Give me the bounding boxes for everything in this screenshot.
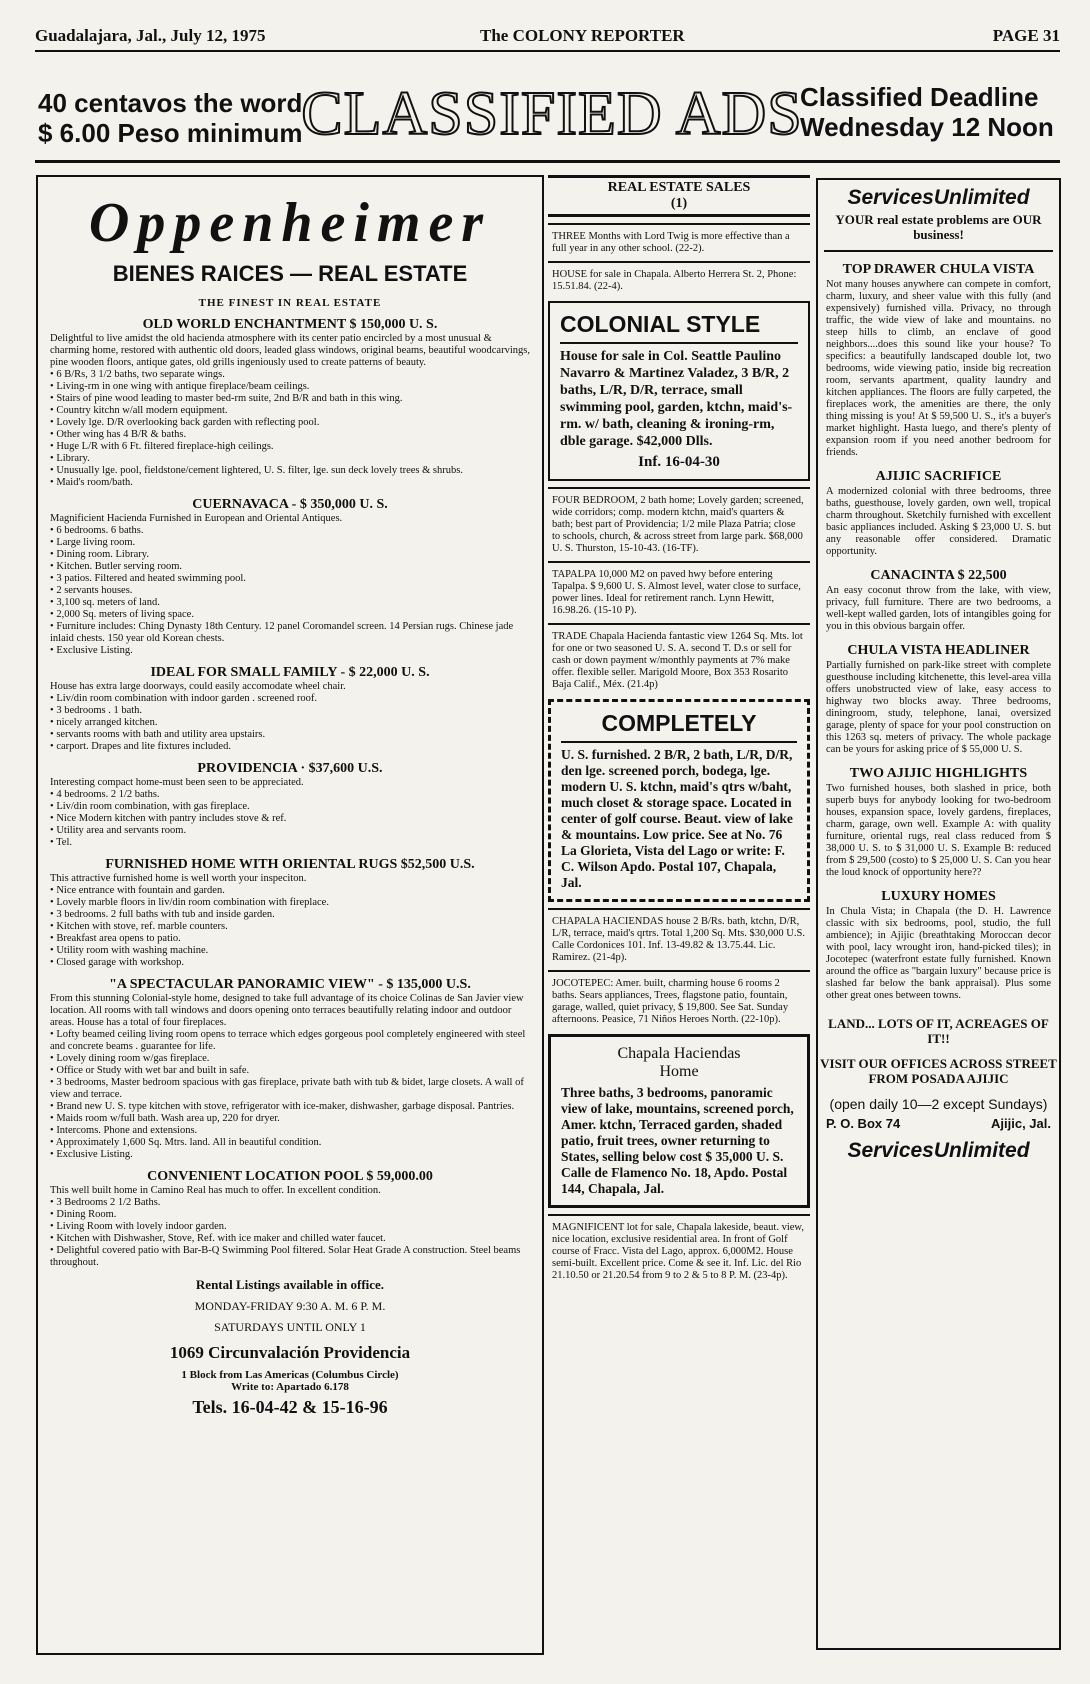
listing-heading: "A SPECTACULAR PANORAMIC VIEW" - $ 135,000 U.S. bbox=[109, 977, 471, 992]
listing-feature: • 3,100 sq. meters of land. bbox=[50, 597, 530, 609]
colonial-style-title: COLONIAL STYLE bbox=[560, 311, 761, 337]
listing-feature: • Maid's room/bath. bbox=[50, 477, 530, 489]
service-listing-heading: CANACINTA $ 22,500 bbox=[870, 568, 1007, 583]
listing-feature: • Nice entrance with fountain and garden. bbox=[50, 885, 530, 897]
listing-feature: • Lovely marble floors in liv/din room combination with fireplace. bbox=[50, 897, 530, 909]
header-rule bbox=[35, 50, 1060, 52]
town: Ajijic, Jal. bbox=[991, 1116, 1051, 1131]
completely-title: COMPLETELY bbox=[601, 710, 757, 736]
listing-features bbox=[38, 369, 542, 489]
listing-feature: • Breakfast area opens to patio. bbox=[50, 933, 530, 945]
listing-feature: • Unusually lge. pool, fieldstone/cement lightered, U. S. filter, lge. sun deck lovely trees & shrubs. bbox=[50, 465, 530, 477]
listing-feature: • Library. bbox=[50, 453, 530, 465]
masthead: The COLONY REPORTER bbox=[480, 26, 685, 45]
listing-feature: • 3 bedrooms . 1 bath. bbox=[50, 705, 530, 717]
listing-feature: • 2,000 Sq. meters of living space. bbox=[50, 609, 530, 621]
services-tagline: YOUR real estate problems are OUR business! bbox=[835, 212, 1042, 242]
listing-feature: • Large living room. bbox=[50, 537, 530, 549]
price-info bbox=[38, 88, 328, 148]
visit-note: VISIT OUR OFFICES ACROSS STREET FROM POSADA AJIJIC bbox=[820, 1056, 1057, 1086]
classified-ads-title: CLASSIFIED ADS bbox=[301, 80, 803, 148]
completely-body: U. S. furnished. 2 B/R, 2 bath, L/R, D/R, den lge. screened porch, bodega, lge. modern U. S. ktchn, maid's qtrs w/baht, much closet & storage space. Located in center of golf course. Beaut. view of lake & mountains. Low price. See at No. 76 La Glorieta, Vista del Lago or write: F. C. Wilson Apdo. Postal 107, Chapala, Jal. bbox=[561, 747, 793, 890]
listing-feature: • 3 bedrooms, Master bedroom spacious with gas fireplace, private bath with tub & bidet, large closets. A wall of view and terrace. bbox=[50, 1077, 530, 1101]
rental-note: Rental Listings available in office. bbox=[195, 1277, 385, 1292]
contact-line bbox=[826, 1116, 1051, 1131]
chapala-haciendas-home-ad bbox=[548, 1034, 810, 1208]
land-note: LAND... LOTS OF IT, ACREAGES OF IT!! bbox=[828, 1016, 1049, 1046]
page-header bbox=[35, 20, 1060, 50]
listing-feature: • Kitchen with Dishwasher, Stove, Ref. with ice maker and chilled water faucet. bbox=[50, 1233, 530, 1245]
listing-intro: Interesting compact home-must been seen to be appreciated. bbox=[50, 777, 304, 788]
section-heading-text: REAL ESTATE SALES bbox=[607, 180, 751, 195]
listing-features bbox=[38, 525, 542, 657]
listing-heading: OLD WORLD ENCHANTMENT $ 150,000 U. S. bbox=[142, 317, 438, 332]
chh-title-2: Home bbox=[659, 1063, 699, 1080]
listing-feature: • Utility area and servants room. bbox=[50, 825, 530, 837]
listing-feature: • Furniture includes: Ching Dynasty 18th Century. 12 panel Coromandel screen. 14 Persian rugs. Chinese jade inlaid chests. 150 year old Korean chests. bbox=[50, 621, 530, 645]
listing-features bbox=[38, 789, 542, 849]
colonial-style-ad bbox=[548, 301, 810, 481]
listing-feature: • Dining Room. bbox=[50, 1209, 530, 1221]
service-listing-body: Two furnished houses, both slashed in price, both superb buys for anybody looking for two-bedroom houses, expansion space, lovely gardens, fireplaces, charm, garage, own well. Example A: with quality furniture, oriental rugs, real class reduced from $ 38,000 U. S. to $ 31,000 U. S. Example B: reduced from $ 29,500 (costo) to $ 25,000 U. S. Can you hear the loud knock of opportunity here?? bbox=[826, 783, 1051, 878]
deadline-info bbox=[800, 82, 1060, 142]
listing-feature: • Lofty beamed ceiling living room opens to terrace which edges gorgeous pool completely engineered with steel and concrete beams . guarantee for life. bbox=[50, 1029, 530, 1053]
oppenheimer-logo: Oppenheimer bbox=[88, 192, 492, 254]
classified-tapalpa: TAPALPA 10,000 M2 on paved hwy before entering Tapalpa. $ 9,600 U. S. Almost level, water close to surface, power lines. Ideal for retirement ranch. Lynn Hewitt, 16.98.26. (15-10 P). bbox=[552, 569, 801, 616]
hours-saturday: SATURDAYS UNTIL ONLY 1 bbox=[214, 1320, 366, 1334]
listing-feature: • 3 patios. Filtered and heated swimming pool. bbox=[50, 573, 530, 585]
listing-feature: • Intercoms. Phone and extensions. bbox=[50, 1125, 530, 1137]
classified-jocotepec: JOCOTEPEC: Amer. built, charming house 6 rooms 2 baths. Sears appliances, Trees, flagstone patio, fountain, garage, walled, quiet privacy, $ 19,800. See Sat. Sunday afternoons. Peasice, 71 Niños Heroes North. (22-10p). bbox=[552, 978, 789, 1025]
listing-features bbox=[38, 885, 542, 969]
listing-intro: Magnificient Hacienda Furnished in European and Oriental Antiques. bbox=[50, 513, 343, 524]
listing-feature: • Liv/din room combination, with gas fireplace. bbox=[50, 801, 530, 813]
classified-chapala-house: HOUSE for sale in Chapala. Alberto Herrera St. 2, Phone: 15.51.84. (22-4). bbox=[552, 269, 797, 292]
listing-feature: • nicely arranged kitchen. bbox=[50, 717, 530, 729]
listing-feature: • 6 bedrooms. 6 baths. bbox=[50, 525, 530, 537]
deadline-time: Wednesday 12 Noon bbox=[800, 112, 1054, 142]
dateline: Guadalajara, Jal., July 12, 1975 bbox=[35, 26, 266, 45]
listing-heading: FURNISHED HOME WITH ORIENTAL RUGS $52,500 U.S. bbox=[105, 857, 475, 872]
listing-feature: • Exclusive Listing. bbox=[50, 645, 530, 657]
banner-rule bbox=[35, 160, 1060, 163]
finest-line: THE FINEST IN REAL ESTATE bbox=[198, 297, 382, 309]
office-address: 1069 Circunvalación Providencia bbox=[169, 1343, 411, 1362]
section-heading bbox=[548, 175, 810, 217]
listing-feature: • 6 B/Rs, 3 1/2 baths, two separate wings. bbox=[50, 369, 530, 381]
service-listing-body: Not many houses anywhere can compete in comfort, charm, luxury, and sheer value with this fully (and expensively) furnished villa. Privacy, no through traffic, the wide view of lake and mountains. no steep hills to climb, an enclave of good neighbors....does this sound like your house? To specifics: a beautifully landscaped double lot, two bedrooms, wide viewing patio, inside big recreation room, servants apartment, quality laundry and kitchen appliances. The floors are fully carpeted, the fireplaces work, the amenities are there, the only thing missing is you! At $ 59,500 U. S., it's a buyer's market highlight. Hasta luego, and there's plenty of expansion room if you need another bedroom for friends. bbox=[826, 279, 1051, 458]
listing-features bbox=[38, 1029, 542, 1161]
real-estate-sales-column bbox=[548, 175, 810, 1282]
block-note: 1 Block from Las Americas (Columbus Circle) bbox=[181, 1369, 399, 1381]
listing-feature: • Huge L/R with 6 Ft. filtered fireplace-high ceilings. bbox=[50, 441, 530, 453]
chh-body: Three baths, 3 bedrooms, panoramic view of lake, mountains, screened porch, Amer. ktchn, Terraced garden, shaded patio, fruit trees, owner returning to States, selling below cost $ 35,000 U. S. Calle de Flamenco No. 18, Apdo. Postal 144, Chapala, Jal. bbox=[561, 1085, 794, 1196]
listing-feature: • Closed garage with workshop. bbox=[50, 957, 530, 969]
completely-ad bbox=[548, 699, 810, 902]
services-unlimited-ad bbox=[816, 178, 1061, 1650]
listing-feature: • Maids room w/full bath. Wash area up, 220 for dryer. bbox=[50, 1113, 530, 1125]
listing-feature: • Nice Modern kitchen with pantry includes stove & ref. bbox=[50, 813, 530, 825]
listing-feature: • 4 bedrooms. 2 1/2 baths. bbox=[50, 789, 530, 801]
colonial-style-phone: Inf. 16-04-30 bbox=[638, 454, 720, 470]
listing-feature: • Office or Study with wet bar and built in safe. bbox=[50, 1065, 530, 1077]
listing-feature: • Kitchen. Butler serving room. bbox=[50, 561, 530, 573]
services-unlimited-logo-bottom: ServicesUnlimited bbox=[847, 1139, 1030, 1162]
listing-feature: • Country kitchn w/all modern equipment. bbox=[50, 405, 530, 417]
listing-feature: • Exclusive Listing. bbox=[50, 1149, 530, 1161]
service-listing-heading: AJIJIC SACRIFICE bbox=[875, 469, 1002, 484]
phone-numbers: Tels. 16-04-42 & 15-16-96 bbox=[192, 1397, 388, 1417]
listing-heading: CONVENIENT LOCATION POOL $ 59,000.00 bbox=[147, 1169, 433, 1184]
services-unlimited-logo: ServicesUnlimited bbox=[847, 186, 1030, 209]
listing-heading: IDEAL FOR SMALL FAMILY - $ 22,000 U. S. bbox=[150, 665, 430, 680]
listing-feature: • Lovely lge. D/R overlooking back garden with reflecting pool. bbox=[50, 417, 530, 429]
listing-feature: • Liv/din room combination with indoor garden . screened roof. bbox=[50, 693, 530, 705]
listing-intro: This attractive furnished home is well worth your inspeciton. bbox=[50, 873, 307, 884]
service-listing-heading: LUXURY HOMES bbox=[881, 889, 996, 904]
classified-trade: TRADE Chapala Hacienda fantastic view 1264 Sq. Mts. lot for one or two seasoned U. S. A. second T. D.s or sell for cash or down payment w/monthly payments at 7% make offer. flexible seller. Marigold Moore, Box 353 Rosarito Baja Calif., Méx. (21.4p) bbox=[552, 631, 803, 690]
listing-features bbox=[38, 1197, 542, 1269]
listing-feature: • 3 Bedrooms 2 1/2 Baths. bbox=[50, 1197, 530, 1209]
listing-feature: • Tel. bbox=[50, 837, 530, 849]
listing-feature: • Kitchen with stove, ref. marble counters. bbox=[50, 921, 530, 933]
hours-weekday: MONDAY-FRIDAY 9:30 A. M. 6 P. M. bbox=[194, 1299, 386, 1313]
price-per-word: 40 centavos the word bbox=[38, 88, 303, 118]
listing-feature: • Living Room with lovely indoor garden. bbox=[50, 1221, 530, 1233]
listing-features bbox=[38, 693, 542, 753]
section-number: (1) bbox=[670, 196, 688, 211]
services-listings bbox=[818, 262, 1059, 1002]
listing-heading: CUERNAVACA - $ 350,000 U. S. bbox=[192, 497, 388, 512]
listing-feature: • Utility room with washing machine. bbox=[50, 945, 530, 957]
listing-intro: House has extra large doorways, could easily accomodate wheel chair. bbox=[50, 681, 346, 692]
oppenheimer-tagline: BIENES RAICES — REAL ESTATE bbox=[112, 261, 468, 286]
classified-four-bedroom: FOUR BEDROOM, 2 bath home; Lovely garden; screened, wide corridors; comp. modern ktchn, maid's quarters & bath; best part of Providencia; 1/2 mile Plaza Patria; close to schools, church, & across street from large park. $68,000 U. S. Thurston, 15-10-43. (16-TF). bbox=[552, 495, 804, 554]
classified-lord-twig: THREE Months with Lord Twig is more effective than a full year in any other school. (22-2). bbox=[552, 231, 790, 254]
listing-feature: • Dining room. Library. bbox=[50, 549, 530, 561]
open-hours: (open daily 10—2 except Sundays) bbox=[829, 1096, 1048, 1112]
deadline-label: Classified Deadline bbox=[800, 82, 1039, 112]
listing-feature: • servants rooms with bath and utility area upstairs. bbox=[50, 729, 530, 741]
chh-title-1: Chapala Haciendas bbox=[617, 1045, 741, 1062]
listing-feature: • 3 bedrooms. 2 full baths with tub and inside garden. bbox=[50, 909, 530, 921]
service-listing-heading: TOP DRAWER CHULA VISTA bbox=[842, 262, 1035, 277]
listing-intro: This well built home in Camino Real has much to offer. In excellent condition. bbox=[50, 1185, 381, 1196]
listing-intro: Delightful to live amidst the old hacienda atmosphere with its center patio encircled by a most unusual & charming home, restored with authentic old doors, leaded glass windows, original beams, beautiful woodcarvings, pine wooden floors, antique gates, old grills ingeniously used to create patterns of beauty. bbox=[50, 333, 530, 368]
listings bbox=[38, 317, 542, 1269]
listing-intro: From this stunning Colonial-style home, designed to take full advantage of its choice Colinas de San Javier view location. All rooms with tall windows and doors opening onto terraces beautifully relating indoor and outdoor areas. House has a total of four fireplaces. bbox=[50, 993, 524, 1028]
listing-feature: • 2 servants houses. bbox=[50, 585, 530, 597]
service-listing-body: An easy coconut throw from the lake, with view, privacy, full furniture. There are two bedrooms, a well-kept walled garden, lots of intangibles going for you in this obvious bargain offer. bbox=[826, 585, 1051, 632]
classified-chapala-haciendas: CHAPALA HACIENDAS house 2 B/Rs. bath, ktchn, D/R, L/R, terrace, maid's qrtrs. Total 1,200 Sq. Mts. $30,000 U.S. Calle Cordonices 101. Inf. 13-49.82 & 13.75.44. Lic. Ramirez. (21-4p). bbox=[552, 916, 805, 963]
po-box: P. O. Box 74 bbox=[826, 1116, 901, 1131]
listing-heading: PROVIDENCIA · $37,600 U.S. bbox=[197, 761, 383, 776]
listing-feature: • Living-rm in one wing with antique fireplace/beam ceilings. bbox=[50, 381, 530, 393]
listing-feature: • Delightful covered patio with Bar-B-Q Swimming Pool filtered. Solar Heat Grade A construction. Steel beams throughout. bbox=[50, 1245, 530, 1269]
colonial-style-body: House for sale in Col. Seattle Paulino Navarro & Martinez Valadez, 3 B/R, 2 baths, L/R, D/R, terrace, small swimming pool, garden, ktchn, maid's-rm. w/ bath, cleaning & ironing-rm, dble garage. $42,000 Dlls. bbox=[560, 349, 793, 449]
listing-feature: • Lovely dining room w/gas fireplace. bbox=[50, 1053, 530, 1065]
write-note: Write to: Apartado 6.178 bbox=[231, 1381, 349, 1393]
service-listing-heading: CHULA VISTA HEADLINER bbox=[847, 643, 1030, 658]
oppenheimer-ad bbox=[36, 175, 544, 1655]
classified-magnificent-lot: MAGNIFICENT lot for sale, Chapala lakeside, beaut. view, nice location, exclusive residential area. In front of Golf course of Fracc. Vista del Lago, approx. 6,000M2. House semi-built. Excellent price. Come & see it. Inf. Lic. del Rio 21.10.50 or 21.20.54 from 9 to 2 & 5 to 8 P. M. (23-4p). bbox=[552, 1222, 804, 1281]
service-listing-heading: TWO AJIJIC HIGHLIGHTS bbox=[849, 766, 1028, 781]
service-listing-body: Partially furnished on park-like street with complete guesthouse including kitchenette, this level-area villa offers unobstructed view of lake, easy access to highway two blocks away. Three bedrooms, diningroom, study, telephone, lanai, oversized garage, plenty of space for your pool construction on this 1263 sq. meters of privacy. The whole package can be yours for asking price of $ 55,000 U. S. bbox=[826, 660, 1051, 755]
listing-feature: • Approximately 1,600 Sq. Mtrs. land. All in beautiful condition. bbox=[50, 1137, 530, 1149]
listing-feature: • Other wing has 4 B/R & baths. bbox=[50, 429, 530, 441]
price-minimum: $ 6.00 Peso minimum bbox=[38, 118, 303, 148]
service-listing-body: A modernized colonial with three bedrooms, three baths, guesthouse, lovely garden, own well, tropical charm throughout. Sketchily furnished with excellent basic appliances included. Asking $ 23,000 U. S. but any reasonable offer considered. Dramatic opportunity. bbox=[826, 486, 1051, 557]
listing-feature: • carport. Drapes and lite fixtures included. bbox=[50, 741, 530, 753]
service-listing-body: In Chula Vista; in Chapala (the D. H. Lawrence classic with six bedrooms, pool, studio, the full ambience); in Ajijic (breathtaking Moroccan decor with pool, lacy wrought iron, hand-picked tiles); in Jocotepec (waterfront estate fully furnished. Known around the office as "bargain luxury" because price is slashed far below the bank appraisal). Plus some other great ones between towns. bbox=[826, 906, 1051, 1001]
listing-feature: • Brand new U. S. type kitchen with stove, refrigerator with ice-maker, dishwasher, garbage disposal. Pantries. bbox=[50, 1101, 530, 1113]
page-number: PAGE 31 bbox=[992, 26, 1060, 45]
listing-feature: • Stairs of pine wood leading to master bed-rm suite, 2nd B/R and bath in this wing. bbox=[50, 393, 530, 405]
